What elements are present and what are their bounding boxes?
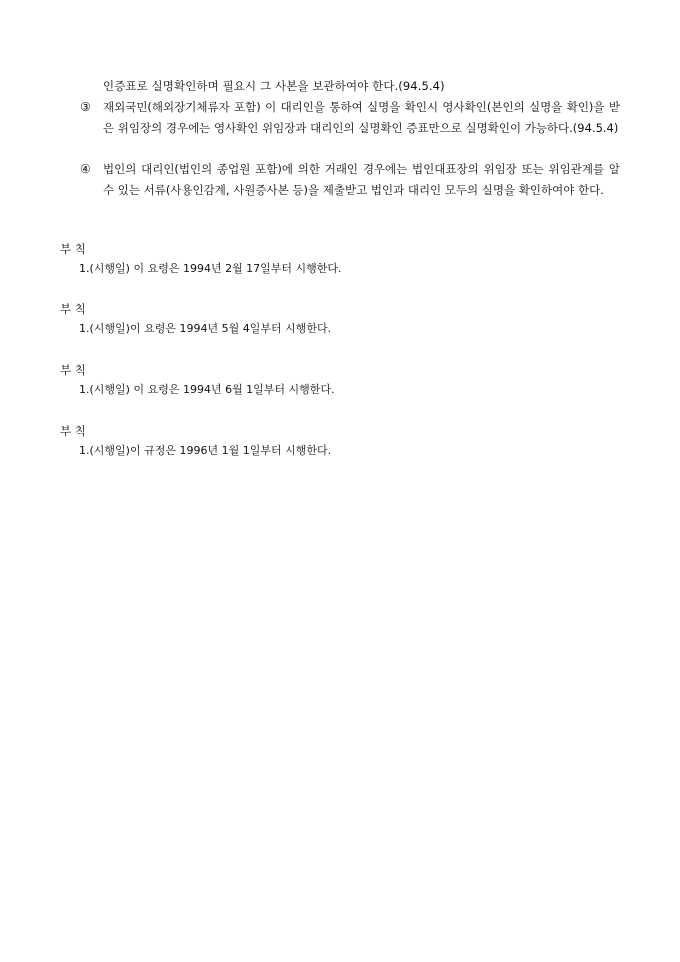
addendum-heading: 부 칙 — [60, 363, 86, 377]
continuation-paragraph: 인증표로 실명확인하며 필요시 그 사본을 보관하여야 한다.(94.5.4) — [103, 79, 445, 93]
addendum-section — [60, 421, 620, 461]
item-text: 재외국민(해외장기체류자 포함) 이 대리인을 통하여 실명을 확인시 영사확인(본인의 실명을 확인)을 받은 위임장의 경우에는 영사확인 위임장과 대리인의 실명확인 증표만으로 실명확인이 가능하다.(94.5.4) — [103, 100, 620, 135]
item-text: 법인의 대리인(법인의 종업원 포함)에 의한 거래인 경우에는 법인대표장의 위임장 또는 위임관계를 알 수 있는 서류(사용인감계, 사원증사본 등)을 제출받고 법인과 대리인 모두의 실명을 확인하여야 한다. — [103, 162, 620, 197]
addendum-effective-date: 1.(시행일)이 요령은 1994년 5월 4일부터 시행한다. — [79, 322, 332, 335]
addendum-section — [60, 239, 620, 279]
addendum-section — [60, 299, 620, 339]
addendum-heading: 부 칙 — [60, 242, 86, 256]
item-marker: ④ — [80, 162, 91, 176]
addendum-section — [60, 360, 620, 400]
addendum-effective-date: 1.(시행일) 이 요령은 1994년 6월 1일부터 시행한다. — [79, 383, 335, 396]
addendum-effective-date: 1.(시행일) 이 요령은 1994년 2월 17일부터 시행한다. — [79, 262, 342, 275]
addendum-effective-date: 1.(시행일)이 규정은 1996년 1월 1일부터 시행한다. — [79, 444, 332, 457]
addendum-heading: 부 칙 — [60, 424, 86, 438]
addendum-heading: 부 칙 — [60, 302, 86, 316]
item-marker: ③ — [80, 100, 91, 114]
